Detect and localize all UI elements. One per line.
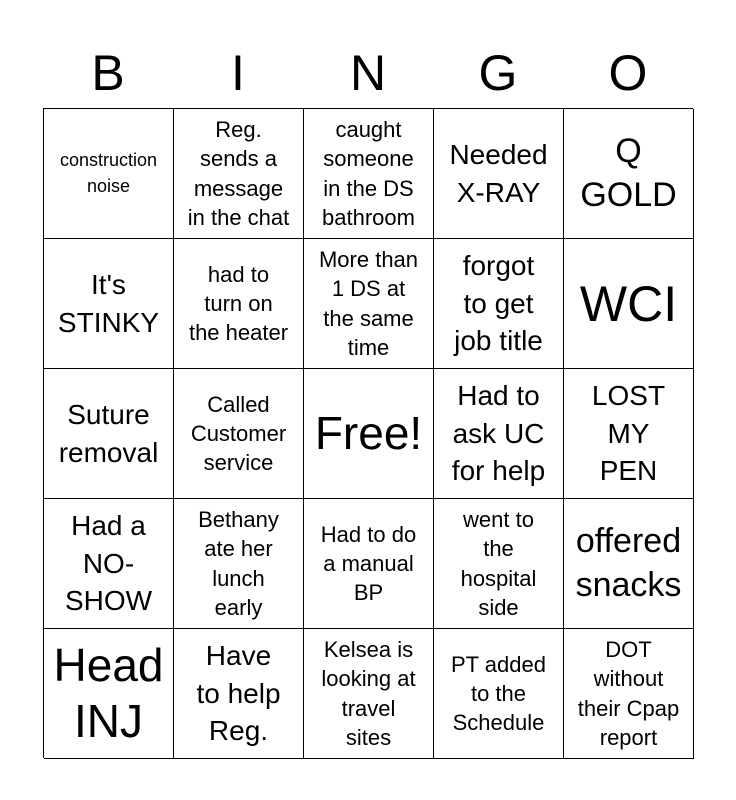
- bingo-cell[interactable]: [564, 239, 694, 369]
- bingo-cell[interactable]: [174, 629, 304, 759]
- bingo-header: [43, 40, 693, 106]
- bingo-cell[interactable]: [44, 369, 174, 499]
- header-letter-o: O: [608, 45, 648, 101]
- bingo-cell[interactable]: [434, 499, 564, 629]
- bingo-cell[interactable]: [434, 109, 564, 239]
- bingo-cell[interactable]: [434, 369, 564, 499]
- cell-text: Kelsea is looking at travel sites: [321, 637, 416, 750]
- free-space-cell[interactable]: [304, 369, 434, 499]
- bingo-cell[interactable]: [174, 109, 304, 239]
- cell-text: went to the hospital side: [460, 507, 537, 620]
- cell-text: It's STINKY: [57, 268, 160, 338]
- cell-text: construction noise: [59, 150, 158, 196]
- bingo-cell[interactable]: [304, 109, 434, 239]
- cell-text: Have to help Reg.: [196, 639, 281, 747]
- bingo-cell[interactable]: [44, 629, 174, 759]
- header-letter-i: I: [231, 45, 245, 101]
- bingo-board: [43, 108, 693, 758]
- cell-text: Called Customer service: [190, 391, 287, 476]
- bingo-cell[interactable]: [44, 109, 174, 239]
- cell-text: WCI: [579, 275, 678, 332]
- header-letter-n: N: [349, 45, 387, 101]
- bingo-cell[interactable]: [434, 239, 564, 369]
- header-letter-b: B: [91, 45, 125, 101]
- cell-text: PT added to the Schedule: [450, 651, 546, 736]
- cell-text: Had a NO- SHOW: [64, 509, 153, 617]
- free-space-text: Free!: [314, 406, 423, 459]
- cell-text: LOST MY PEN: [591, 379, 666, 487]
- bingo-cell[interactable]: [44, 239, 174, 369]
- cell-text: offered snacks: [575, 521, 682, 604]
- cell-text: DOT without their Cpap report: [577, 637, 680, 750]
- cell-text: Bethany ate her lunch early: [198, 507, 279, 620]
- bingo-cell[interactable]: [564, 109, 694, 239]
- bingo-cell[interactable]: [304, 239, 434, 369]
- cell-text: More than 1 DS at the same time: [318, 247, 419, 360]
- cell-text: Q GOLD: [580, 131, 677, 214]
- cell-text: forgot to get job title: [454, 249, 543, 357]
- bingo-cell[interactable]: [44, 499, 174, 629]
- bingo-cell[interactable]: [434, 629, 564, 759]
- cell-text: caught someone in the DS bathroom: [322, 117, 415, 230]
- bingo-cell[interactable]: [174, 369, 304, 499]
- header-letter-g: G: [478, 45, 518, 101]
- bingo-cell[interactable]: [564, 629, 694, 759]
- cell-text: Suture removal: [58, 398, 159, 468]
- bingo-cell[interactable]: [174, 239, 304, 369]
- cell-text: had to turn on the heater: [188, 261, 289, 346]
- cell-text: Had to ask UC for help: [451, 379, 546, 487]
- bingo-cell[interactable]: [174, 499, 304, 629]
- cell-text: Had to do a manual BP: [320, 521, 417, 606]
- cell-text: Reg. sends a message in the chat: [187, 117, 290, 230]
- bingo-cell[interactable]: [304, 629, 434, 759]
- bingo-cell[interactable]: [564, 369, 694, 499]
- cell-text: Needed X-RAY: [449, 138, 548, 208]
- cell-text: Head INJ: [53, 639, 164, 747]
- bingo-cell[interactable]: [304, 499, 434, 629]
- bingo-cell[interactable]: [564, 499, 694, 629]
